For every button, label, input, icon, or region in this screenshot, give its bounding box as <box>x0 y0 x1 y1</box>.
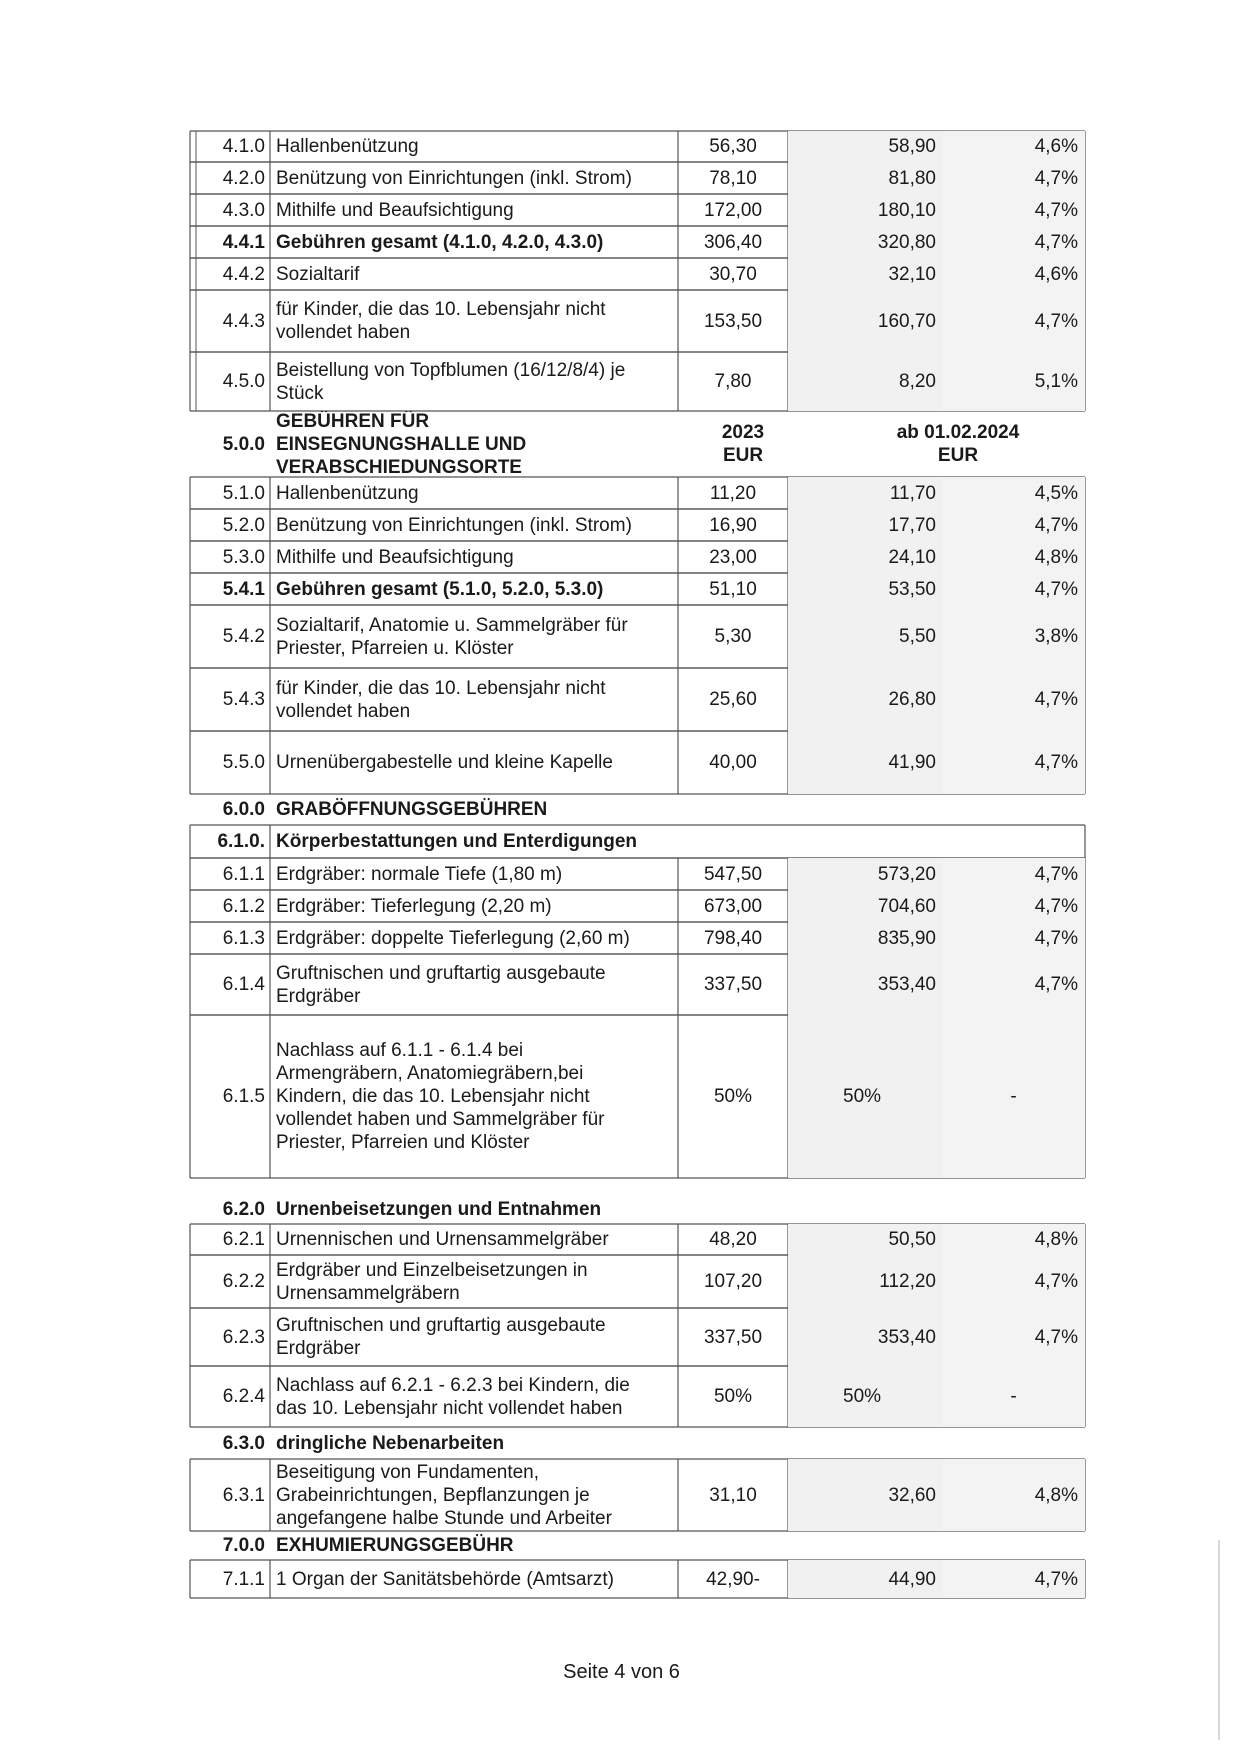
price-2024 <box>788 668 942 731</box>
change-percent-text: 4,7% <box>1034 514 1078 536</box>
price-2023-text: 16,90 <box>709 514 757 536</box>
row-number <box>190 858 270 890</box>
row-number <box>190 541 270 573</box>
column-header-2024 <box>828 411 1088 477</box>
row-number-text: 5.1.0 <box>222 482 265 504</box>
row-description-text: Beseitigung von Fundamenten, Grabeinrichtungen, Bepflanzungen je angefangene halbe Stunde und Arbeiter <box>276 1461 612 1529</box>
row-description <box>270 890 678 922</box>
price-2024 <box>788 1366 942 1427</box>
price-2023-text: 798,40 <box>703 927 763 949</box>
row-number-text: 6.2.1 <box>222 1229 265 1250</box>
row-description <box>270 1224 678 1255</box>
section-title <box>270 794 970 825</box>
price-2024 <box>788 573 942 605</box>
row-number <box>190 352 270 411</box>
row-number <box>190 1255 270 1308</box>
price-2023-text: 78,10 <box>709 167 757 189</box>
price-2023 <box>678 226 788 258</box>
price-2024-text: 704,60 <box>877 895 936 917</box>
row-number-text: 6.1.3 <box>222 927 265 949</box>
section-title <box>270 1531 970 1560</box>
row-description <box>270 1459 678 1531</box>
row-number <box>190 605 270 668</box>
page-footer: Seite 4 von 6 <box>563 1661 680 1683</box>
price-2023-text: 40,00 <box>709 752 757 773</box>
price-2023 <box>678 1459 788 1531</box>
row-description-text: für Kinder, die das 10. Lebensjahr nicht vollendet haben <box>276 677 606 722</box>
price-2023-text: 31,10 <box>709 1484 757 1506</box>
row-description-text: 1 Organ der Sanitätsbehörde (Amtsarzt) <box>276 1568 614 1590</box>
price-2024 <box>788 1560 942 1598</box>
row-number-text: 7.1.1 <box>222 1568 265 1590</box>
change-percent <box>942 858 1085 890</box>
row-description-text: Sozialtarif <box>276 263 360 285</box>
column-header-2023-text: 2023 EUR <box>721 422 765 466</box>
price-2024 <box>788 258 942 290</box>
change-percent-text: 4,8% <box>1034 546 1078 568</box>
change-percent <box>942 605 1085 668</box>
row-description-text: Gruftnischen und gruftartig ausgebaute Erdgräber <box>276 1315 606 1359</box>
price-2024 <box>788 131 942 162</box>
row-description <box>270 954 678 1015</box>
price-2024 <box>788 1459 942 1531</box>
change-percent <box>942 541 1085 573</box>
subsection-number <box>190 825 270 858</box>
row-number-text: 5.3.0 <box>222 546 265 568</box>
change-percent <box>942 1560 1085 1598</box>
price-2024-text: 50% <box>843 1086 882 1107</box>
price-2023 <box>678 162 788 194</box>
subsection-title-text: Körperbestattungen und Enterdigungen <box>276 831 637 852</box>
section-title-text: GRABÖFFNUNGSGEBÜHREN <box>276 799 548 820</box>
column-header-2023 <box>678 411 808 477</box>
row-number-text: 4.5.0 <box>222 371 265 392</box>
row-description-text: Erdgräber und Einzelbeisetzungen in Urnensammelgräbern <box>276 1259 588 1304</box>
section-title-text: GEBÜHREN FÜR EINSEGNUNGSHALLE UND VERABSCHIEDUNGSORTE <box>276 411 527 477</box>
change-percent-text: 4,7% <box>1034 1326 1078 1348</box>
row-number-text: 6.2.3 <box>222 1326 265 1348</box>
section-number-text: 6.2.0 <box>222 1198 265 1220</box>
row-description <box>270 1366 678 1427</box>
row-description <box>270 162 678 194</box>
row-number-text: 5.4.1 <box>222 578 265 600</box>
row-number-text: 6.1.1 <box>222 863 265 885</box>
subsection-number-text: 6.1.0. <box>217 831 265 852</box>
price-2024-text: 835,90 <box>877 927 936 949</box>
row-description <box>270 922 678 954</box>
price-2023 <box>678 541 788 573</box>
section-number-text: 5.0.0 <box>222 433 265 455</box>
change-percent-text: 4,7% <box>1034 927 1078 949</box>
row-number <box>190 1308 270 1366</box>
row-description-text: Nachlass auf 6.1.1 - 6.1.4 bei Armengräbern, Anatomiegräbern,bei Kindern, die das 10. Lebensjahr nicht vollendet haben und Sammelgräber für Priester, Pfarreien und Klöster <box>276 1040 605 1153</box>
change-percent-text: 4,7% <box>1034 231 1078 253</box>
change-percent-text: 4,5% <box>1034 482 1078 504</box>
row-description <box>270 509 678 541</box>
row-description-text: für Kinder, die das 10. Lebensjahr nicht vollendet haben <box>276 299 606 343</box>
price-2024 <box>788 890 942 922</box>
change-percent-text: 4,7% <box>1034 199 1078 221</box>
row-description-text: Mithilfe und Beaufsichtigung <box>276 199 514 221</box>
change-percent-text: 4,7% <box>1034 310 1078 332</box>
row-number-text: 6.2.2 <box>222 1271 265 1292</box>
price-2024 <box>788 477 942 509</box>
price-2023 <box>678 131 788 162</box>
row-description-text: Erdgräber: doppelte Tieferlegung (2,60 m) <box>276 927 630 949</box>
change-percent-text: 3,8% <box>1034 626 1078 647</box>
row-description-text: Beistellung von Topfblumen (16/12/8/4) je Stück <box>276 359 626 404</box>
price-2024-text: 24,10 <box>888 546 936 568</box>
row-description <box>270 290 678 352</box>
price-2024-text: 573,20 <box>877 863 936 885</box>
price-2023 <box>678 668 788 731</box>
price-2023 <box>678 922 788 954</box>
section-number <box>190 1531 270 1560</box>
price-2024-text: 58,90 <box>888 136 936 157</box>
price-2023-text: 7,80 <box>714 371 752 392</box>
price-2024 <box>788 290 942 352</box>
price-2024-text: 160,70 <box>877 310 936 332</box>
change-percent <box>942 954 1085 1015</box>
row-number-text: 6.1.4 <box>222 974 265 995</box>
section-number <box>190 411 270 477</box>
row-number-text: 4.1.0 <box>222 136 265 157</box>
change-percent <box>942 1308 1085 1366</box>
section-number <box>190 1194 270 1224</box>
change-percent <box>942 668 1085 731</box>
price-2023-text: 306,40 <box>703 231 763 253</box>
row-description-text: Erdgräber: normale Tiefe (1,80 m) <box>276 863 563 885</box>
row-number <box>190 226 270 258</box>
price-2024-text: 26,80 <box>888 689 936 710</box>
change-percent <box>942 477 1085 509</box>
change-percent <box>942 194 1085 226</box>
price-2023 <box>678 605 788 668</box>
row-description <box>270 573 678 605</box>
row-description <box>270 541 678 573</box>
change-percent <box>942 162 1085 194</box>
change-percent <box>942 131 1085 162</box>
price-2024 <box>788 1308 942 1366</box>
row-number-text: 4.4.2 <box>222 263 265 285</box>
price-2024-text: 320,80 <box>877 231 936 253</box>
row-number <box>190 194 270 226</box>
price-2024 <box>788 954 942 1015</box>
change-percent <box>942 1459 1085 1531</box>
row-description <box>270 731 678 794</box>
row-number-text: 4.4.3 <box>222 310 265 332</box>
row-description <box>270 1255 678 1308</box>
row-description-text: Urnenübergabestelle und kleine Kapelle <box>276 752 613 773</box>
row-description-text: Benützung von Einrichtungen (inkl. Strom) <box>276 167 632 189</box>
row-number <box>190 1224 270 1255</box>
change-percent-text: 4,6% <box>1034 263 1078 285</box>
price-2024 <box>788 162 942 194</box>
row-description-text: Erdgräber: Tieferlegung (2,20 m) <box>276 895 552 917</box>
price-2024-text: 50% <box>843 1386 882 1407</box>
change-percent-text: 4,7% <box>1034 167 1078 189</box>
price-2023 <box>678 258 788 290</box>
row-number-text: 5.4.3 <box>222 689 265 710</box>
row-number-text: 6.2.4 <box>222 1386 265 1407</box>
price-2023 <box>678 731 788 794</box>
price-2023 <box>678 573 788 605</box>
change-percent <box>942 922 1085 954</box>
section-title-text: dringliche Nebenarbeiten <box>276 1432 505 1454</box>
row-number <box>190 290 270 352</box>
row-description <box>270 1308 678 1366</box>
price-2024 <box>788 226 942 258</box>
price-2024 <box>788 605 942 668</box>
price-2023-text: 11,20 <box>709 482 757 504</box>
change-percent <box>942 1255 1085 1308</box>
change-percent-text: 4,6% <box>1034 136 1078 157</box>
change-percent-text: 4,8% <box>1034 1229 1078 1250</box>
row-number-text: 5.4.2 <box>222 626 265 647</box>
price-2024-text: 353,40 <box>877 1326 936 1348</box>
price-2024-text: 112,20 <box>879 1271 936 1292</box>
section-number <box>190 1427 270 1459</box>
price-2024 <box>788 731 942 794</box>
change-percent <box>942 290 1085 352</box>
price-2023-text: 48,20 <box>709 1229 757 1250</box>
change-percent <box>942 352 1085 411</box>
row-number <box>190 1560 270 1598</box>
price-2024-text: 11,70 <box>889 482 936 504</box>
price-2023 <box>678 1255 788 1308</box>
price-2023-text: 337,50 <box>703 1326 763 1348</box>
row-number <box>190 573 270 605</box>
row-description <box>270 131 678 162</box>
row-number <box>190 131 270 162</box>
price-2023 <box>678 890 788 922</box>
price-2024-text: 17,70 <box>888 514 936 536</box>
price-2023-text: 51,10 <box>709 578 757 600</box>
price-2023-text: 50% <box>713 1086 753 1107</box>
price-2024 <box>788 1015 942 1178</box>
price-2023 <box>678 477 788 509</box>
row-number <box>190 1366 270 1427</box>
price-2023-text: 153,50 <box>703 310 763 332</box>
price-2024 <box>788 1255 942 1308</box>
price-2024-text: 81,80 <box>888 167 936 189</box>
row-number-text: 5.5.0 <box>222 752 265 773</box>
row-number <box>190 731 270 794</box>
price-2023-text: 30,70 <box>709 263 757 285</box>
change-percent <box>942 1366 1085 1427</box>
change-percent <box>942 509 1085 541</box>
price-2023-text: 25,60 <box>709 689 757 710</box>
row-number-text: 6.1.5 <box>222 1086 265 1107</box>
change-percent-text: 4,7% <box>1034 689 1078 710</box>
price-2023-text: 23,00 <box>709 546 757 568</box>
change-percent-text: 4,7% <box>1034 752 1078 773</box>
change-percent <box>942 573 1085 605</box>
row-number <box>190 162 270 194</box>
price-2023-text: 56,30 <box>709 136 757 157</box>
row-number <box>190 954 270 1015</box>
row-number-text: 5.2.0 <box>222 514 265 536</box>
price-2024-text: 50,50 <box>888 1229 936 1250</box>
price-2024 <box>788 509 942 541</box>
change-percent <box>942 890 1085 922</box>
row-number <box>190 668 270 731</box>
price-2023 <box>678 509 788 541</box>
change-percent-text: 4,7% <box>1034 863 1078 885</box>
row-description-text: Urnennischen und Urnensammelgräber <box>276 1229 609 1250</box>
row-description <box>270 858 678 890</box>
row-number <box>190 1015 270 1178</box>
change-percent-text: 4,8% <box>1034 1484 1078 1506</box>
price-2023-text: 547,50 <box>703 863 763 885</box>
row-description-text: Gebühren gesamt (5.1.0, 5.2.0, 5.3.0) <box>276 578 604 600</box>
row-number-text: 6.3.1 <box>222 1484 265 1506</box>
row-number <box>190 258 270 290</box>
price-2023 <box>678 194 788 226</box>
price-2023 <box>678 352 788 411</box>
change-percent-text: 5,1% <box>1034 371 1078 392</box>
row-number <box>190 1459 270 1531</box>
section-title <box>270 1427 970 1459</box>
price-2023 <box>678 1308 788 1366</box>
section-number-text: 6.3.0 <box>222 1432 265 1454</box>
row-number <box>190 477 270 509</box>
price-2023 <box>678 1224 788 1255</box>
row-description-text: Gruftnischen und gruftartig ausgebaute Erdgräber <box>276 962 606 1007</box>
change-percent-text: 4,7% <box>1034 578 1078 600</box>
change-percent-text: 4,7% <box>1034 1271 1078 1292</box>
row-number <box>190 922 270 954</box>
price-2023 <box>678 290 788 352</box>
price-2024 <box>788 352 942 411</box>
price-2024 <box>788 922 942 954</box>
row-description <box>270 1015 678 1178</box>
price-2024 <box>788 194 942 226</box>
row-description-text: Hallenbenützung <box>276 482 419 504</box>
row-description-text: Sozialtarif, Anatomie u. Sammelgräber für Priester, Pfarreien u. Klöster <box>276 614 628 659</box>
row-number <box>190 890 270 922</box>
row-number-text: 4.2.0 <box>222 167 265 189</box>
row-number-text: 4.4.1 <box>222 231 265 253</box>
change-percent-text: - <box>1010 1086 1017 1107</box>
row-description <box>270 605 678 668</box>
price-2023 <box>678 1560 788 1598</box>
price-2023 <box>678 858 788 890</box>
section-title-text: Urnenbeisetzungen und Entnahmen <box>276 1198 602 1220</box>
price-2023 <box>678 954 788 1015</box>
row-description <box>270 352 678 411</box>
row-number-text: 6.1.2 <box>222 895 265 917</box>
price-2023-text: 5,30 <box>714 626 752 647</box>
price-2023-text: 107,20 <box>703 1271 763 1292</box>
row-description <box>270 258 678 290</box>
price-2024-text: 32,10 <box>888 263 936 285</box>
price-2024 <box>788 1224 942 1255</box>
change-percent-text: 4,7% <box>1034 1568 1078 1590</box>
section-title <box>270 411 718 477</box>
column-header-2024-text: ab 01.02.2024 EUR <box>896 422 1020 466</box>
section-number <box>190 794 270 825</box>
row-description-text: Hallenbenützung <box>276 136 419 157</box>
scan-edge-artifact <box>1218 1540 1220 1740</box>
price-2024-text: 44,90 <box>888 1568 936 1590</box>
change-percent <box>942 1015 1085 1178</box>
row-description-text: Benützung von Einrichtungen (inkl. Strom) <box>276 514 632 536</box>
subsection-title <box>270 825 970 858</box>
section-title-text: EXHUMIERUNGSGEBÜHR <box>276 1535 514 1556</box>
price-2023-text: 50% <box>713 1386 753 1407</box>
price-2023 <box>678 1366 788 1427</box>
price-2023 <box>678 1015 788 1178</box>
change-percent-text: - <box>1010 1386 1017 1407</box>
row-description <box>270 477 678 509</box>
price-2024-text: 8,20 <box>899 371 936 392</box>
change-percent <box>942 226 1085 258</box>
change-percent <box>942 731 1085 794</box>
row-description <box>270 668 678 731</box>
change-percent-text: 4,7% <box>1034 895 1078 917</box>
change-percent <box>942 258 1085 290</box>
price-2024 <box>788 858 942 890</box>
change-percent-text: 4,7% <box>1034 974 1078 995</box>
row-number <box>190 509 270 541</box>
section-number-text: 7.0.0 <box>222 1535 265 1556</box>
price-2023-text: 42,90- <box>706 1568 760 1590</box>
row-description <box>270 1560 678 1598</box>
price-2024-text: 53,50 <box>888 578 936 600</box>
price-2023-text: 673,00 <box>703 895 763 917</box>
price-2023-text: 337,50 <box>703 974 763 995</box>
section-title <box>270 1194 970 1224</box>
price-2024-text: 41,90 <box>888 752 936 773</box>
section-number-text: 6.0.0 <box>222 799 265 820</box>
price-2024 <box>788 541 942 573</box>
row-description <box>270 194 678 226</box>
price-2024-text: 353,40 <box>877 974 936 995</box>
price-2024-text: 180,10 <box>877 199 936 221</box>
price-2023-text: 172,00 <box>703 199 763 221</box>
price-2024-text: 5,50 <box>899 626 936 647</box>
price-2024-text: 32,60 <box>888 1484 936 1506</box>
row-number-text: 4.3.0 <box>222 199 265 221</box>
row-description-text: Gebühren gesamt (4.1.0, 4.2.0, 4.3.0) <box>276 231 604 253</box>
row-description-text: Mithilfe und Beaufsichtigung <box>276 546 514 568</box>
row-description <box>270 226 678 258</box>
change-percent <box>942 1224 1085 1255</box>
row-description-text: Nachlass auf 6.2.1 - 6.2.3 bei Kindern, die das 10. Lebensjahr nicht vollendet haben <box>276 1374 630 1419</box>
